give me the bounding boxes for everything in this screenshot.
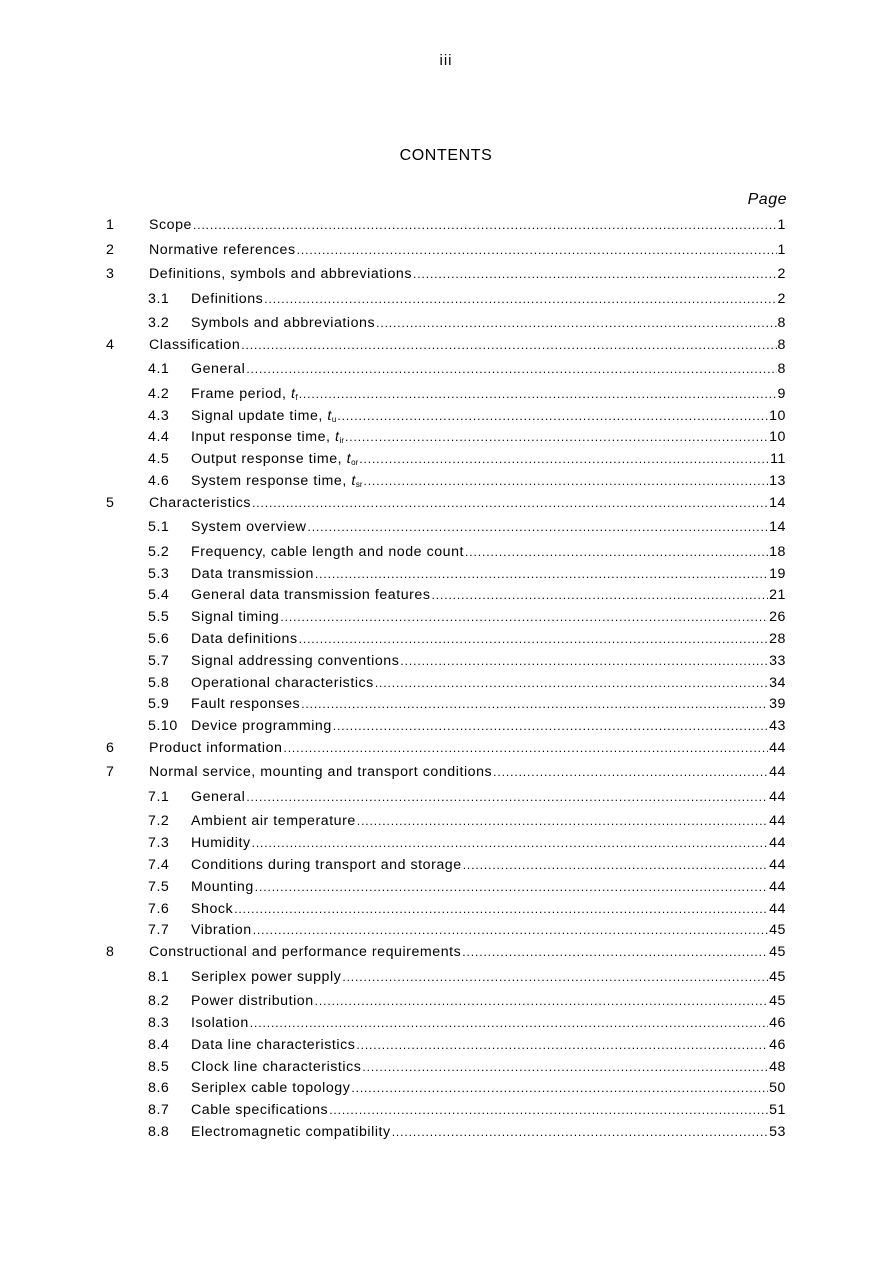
toc-entry-title: General [191,788,246,805]
toc-entry-line [149,266,786,282]
toc-entry-subclause[interactable] [0,566,892,588]
toc-entry-subclause[interactable] [0,653,892,675]
toc-entry-subclause[interactable] [0,789,892,814]
toc-entry-subclause[interactable] [0,718,892,740]
toc-entry-number: 3 [106,266,115,282]
toc-dot-leader [241,338,776,352]
toc-entry-line [191,813,786,829]
toc-entry-page: 18 [769,543,786,560]
toc-entry-subclause[interactable] [0,609,892,631]
toc-entry-page: 44 [769,739,786,756]
toc-dot-leader [413,267,777,281]
toc-entry-symbol-subscript: u [331,414,337,424]
toc-dot-leader [299,632,769,646]
toc-entry-number: 3.1 [148,290,170,307]
toc-entry-page: 44 [769,764,786,781]
toc-entry-symbol-subscript: sr [355,479,363,489]
toc-entry-line [149,764,786,780]
toc-dot-leader [307,520,768,534]
toc-entry-line [149,495,786,511]
toc-entry-title: Frame period, $t_f$ [191,385,298,402]
toc-dot-leader [234,902,768,916]
toc-entry-page: 19 [769,565,786,582]
toc-entry-clause[interactable] [0,217,892,242]
toc-dot-leader [280,610,768,624]
toc-dot-leader [364,474,769,488]
contents-title: CONTENTS [399,147,493,164]
toc-entry-page: 45 [769,944,786,961]
toc-entry-title: System overview [191,519,307,536]
toc-dot-leader [359,452,769,466]
toc-entry-clause[interactable] [0,266,892,291]
toc-entry-title: Device programming [191,718,332,735]
toc-entry-title: Product information [149,739,283,756]
toc-entry-title: Classification [149,336,241,353]
toc-dot-leader [329,1103,768,1117]
toc-entry-clause[interactable] [0,495,892,520]
toc-entry-page: 8 [777,361,786,378]
toc-entry-page: 45 [769,922,786,939]
toc-entry-symbol: t [290,385,296,402]
toc-entry-number: 8.8 [148,1124,170,1141]
toc-dot-leader [250,1016,768,1030]
toc-entry-number: 6 [106,739,115,756]
toc-entry-title: Seriplex cable topology [191,1080,351,1097]
toc-entry-page: 8 [777,315,786,331]
toc-entry-page: 11 [770,451,786,468]
toc-entry-title: General [191,361,246,378]
toc-entry-title: Ambient air temperature [191,813,356,830]
toc-entry-title: Definitions [191,290,264,307]
toc-entry-subclause[interactable] [0,631,892,653]
toc-dot-leader [345,430,768,444]
toc-entry-subclause[interactable] [0,1037,892,1059]
toc-dot-leader [315,567,768,581]
toc-entry-page: 53 [769,1124,786,1141]
toc-entry-number: 4.3 [148,407,170,424]
toc-entry-page: 34 [769,674,786,691]
toc-entry-title: Data line characteristics [191,1036,356,1053]
toc-entry-page: 14 [769,519,786,536]
toc-entry-line [191,1059,786,1075]
toc-entry-number: 5.6 [148,630,170,647]
toc-entry-title: Signal addressing conventions [191,652,400,669]
toc-dot-leader [297,243,777,257]
toc-dot-leader [392,1125,768,1139]
toc-entry-page: 9 [777,385,786,402]
toc-entry-page: 33 [769,652,786,669]
toc-entry-line [149,242,786,258]
toc-entry-page: 14 [769,494,786,511]
toc-entry-subclause[interactable] [0,386,892,408]
toc-entry-subclause[interactable] [0,813,892,835]
toc-entry-subclause[interactable] [0,519,892,544]
toc-entry-clause[interactable] [0,337,892,362]
toc-entry-number: 8.3 [148,1015,170,1032]
toc-entry-title: Seriplex power supply [191,968,342,985]
toc-dot-leader [357,814,768,828]
toc-entry-title: Cable specifications [191,1102,329,1119]
toc-entry-title: Humidity [191,835,251,852]
toc-entry-number: 5.3 [148,565,170,582]
toc-dot-leader [299,387,777,401]
toc-entry-title: Scope [149,217,192,233]
toc-entry-subclause[interactable] [0,1015,892,1037]
toc-entry-symbol: t [346,451,352,468]
toc-entry-symbol: t [327,407,332,424]
toc-dot-leader [351,1081,768,1095]
toc-entry-symbol-subscript: f [295,392,298,402]
toc-entry-subclause[interactable] [0,408,892,430]
toc-dot-leader [252,496,768,510]
toc-entry-page: 45 [769,993,786,1010]
toc-entry-subclause[interactable] [0,993,892,1015]
toc-entry-line [191,429,786,445]
toc-entry-subclause[interactable] [0,544,892,566]
toc-entry-title: Output response time, $t_{or}$ [191,451,359,468]
toc-entry-line [191,1015,786,1031]
toc-entry-line [191,1124,786,1140]
toc-dot-leader [333,719,768,733]
toc-entry-line [191,291,786,307]
toc-entry-number: 7.6 [148,900,170,917]
toc-entry-title: General data transmission features [191,587,431,604]
toc-entry-subclause[interactable] [0,291,892,316]
page-column-label: Page [747,191,787,208]
toc-entry-symbol: t [335,429,340,446]
toc-entry-number: 5.5 [148,609,170,626]
toc-entry-line [149,944,786,960]
toc-entry-line [149,740,786,756]
toc-entry-clause[interactable] [0,944,892,969]
toc-entry-number: 4.4 [148,429,170,446]
toc-entry-number: 8.6 [148,1080,170,1097]
toc-entry-title: Symbols and abbreviations [191,315,376,331]
toc-entry-title: System response time, $t_{sr}$ [191,472,363,489]
toc-entry-subclause[interactable] [0,429,892,451]
toc-entry-line [191,675,786,691]
toc-entry-subclause[interactable] [0,315,892,337]
toc-entry-number: 4.2 [148,385,170,402]
toc-dot-leader [465,545,768,559]
toc-entry-line [191,587,786,603]
toc-entry-clause[interactable] [0,764,892,789]
toc-entry-line [191,901,786,917]
toc-entry-number: 4.5 [148,451,170,468]
toc-entry-title: Signal update time, $t_u$ [191,407,337,424]
toc-entry-title: Clock line characteristics [191,1058,362,1075]
toc-entry-number: 8 [106,944,115,961]
toc-entry-line [191,544,786,560]
toc-entry-page: 44 [769,835,786,852]
toc-entry-number: 5.10 [148,718,178,735]
toc-dot-leader [400,654,768,668]
toc-entry-number: 7.4 [148,857,170,874]
toc-entry-number: 5.4 [148,587,170,604]
toc-entry-line [191,789,786,805]
toc-entry-symbol-subscript: ir [339,436,344,446]
toc-entry-title: Isolation [191,1015,249,1032]
toc-entry-subclause[interactable] [0,675,892,697]
toc-entry-number: 7.2 [148,813,170,830]
toc-entry-line [191,473,786,489]
toc-entry-number: 4.1 [148,361,170,378]
toc-entry-clause[interactable] [0,242,892,267]
toc-entry-title: Constructional and performance requirements [149,944,462,961]
toc-entry-page: 10 [769,429,786,446]
toc-entry-page: 26 [769,609,786,626]
toc-entry-title: Data transmission [191,565,314,582]
toc-entry-number: 8.2 [148,993,170,1010]
toc-entry-title: Conditions during transport and storage [191,857,462,874]
toc-dot-leader [432,588,769,602]
toc-entry-line [191,922,786,938]
toc-entry-number: 5.2 [148,543,170,560]
toc-entry-title: Fault responses [191,696,301,713]
toc-dot-leader [246,362,776,376]
toc-entry-page: 8 [777,336,786,353]
toc-dot-leader [342,970,768,984]
toc-entry-line [191,566,786,582]
toc-entry-number: 8.4 [148,1036,170,1053]
toc-dot-leader [493,765,768,779]
toc-entry-page: 1 [777,217,786,233]
toc-entry-page: 39 [769,696,786,713]
toc-entry-line [191,519,786,535]
toc-entry-line [191,969,786,985]
toc-dot-leader [337,409,768,423]
toc-entry-page: 10 [769,407,786,424]
toc-entry-number: 3.2 [148,315,170,331]
toc-dot-leader [252,836,769,850]
toc-entry-line [149,337,786,353]
toc-entry-page: 1 [777,241,786,258]
toc-entry-page: 51 [769,1102,786,1119]
toc-entry-title: Electromagnetic compatibility [191,1124,391,1141]
toc-entry-symbol-subscript: or [351,458,359,468]
toc-entry-page: 21 [769,587,786,604]
toc-entry-line [191,879,786,895]
toc-entry-number: 5.8 [148,674,170,691]
toc-entry-line [191,631,786,647]
toc-entry-number: 1 [106,217,115,233]
toc-entry-subclause[interactable] [0,696,892,718]
page-number: iii [439,52,453,69]
toc-entry-title: Input response time, $t_{ir}$ [191,429,344,446]
toc-entry-line [191,451,786,467]
toc-dot-leader [356,1038,768,1052]
toc-entry-line [191,1080,786,1096]
toc-entry-line [191,993,786,1009]
toc-entry-number: 7 [106,764,115,781]
toc-entry-symbol: t [351,472,356,489]
toc-entry-subclause[interactable] [0,1080,892,1102]
toc-entry-subclause[interactable] [0,835,892,857]
toc-entry-subclause[interactable] [0,1102,892,1124]
toc-entry-page: 2 [777,266,786,282]
toc-entry-number: 7.1 [148,788,170,805]
toc-entry-page: 44 [769,788,786,805]
toc-entry-line [191,857,786,873]
toc-entry-page: 46 [769,1036,786,1053]
toc-entry-number: 5.1 [148,519,170,536]
toc-entry-number: 5 [106,494,115,511]
toc-entry-title: Shock [191,900,234,917]
toc-entry-number: 8.7 [148,1102,170,1119]
toc-dot-leader [255,880,768,894]
toc-dot-leader [253,923,768,937]
toc-entry-page: 2 [777,290,786,307]
toc-dot-leader [283,741,768,755]
toc-dot-leader [462,945,768,959]
table-of-contents [0,217,892,1146]
toc-dot-leader [376,316,776,330]
toc-entry-clause[interactable] [0,740,892,765]
toc-entry-number: 5.9 [148,696,170,713]
toc-entry-page: 43 [769,718,786,735]
toc-dot-leader [362,1060,768,1074]
toc-entry-line [191,386,786,402]
toc-entry-title: Characteristics [149,494,252,511]
toc-entry-page: 44 [769,900,786,917]
toc-entry-number: 4.6 [148,472,170,489]
toc-entry-number: 4 [106,336,115,353]
toc-entry-page: 46 [769,1015,786,1032]
toc-entry-line [191,408,786,424]
toc-entry-subclause[interactable] [0,587,892,609]
toc-entry-number: 7.3 [148,835,170,852]
toc-entry-page: 44 [769,878,786,895]
toc-entry-title: Vibration [191,922,252,939]
toc-entry-title: Normative references [149,241,296,258]
toc-entry-number: 7.7 [148,922,170,939]
toc-entry-line [191,653,786,669]
toc-entry-title: Definitions, symbols and abbreviations [149,266,413,282]
toc-entry-line [149,217,786,233]
toc-entry-line [191,835,786,851]
toc-entry-line [191,1037,786,1053]
toc-entry-page: 28 [769,630,786,647]
toc-dot-leader [463,858,768,872]
toc-entry-number: 7.5 [148,878,170,895]
toc-entry-subclause[interactable] [0,361,892,386]
toc-entry-line [191,718,786,734]
toc-entry-subclause[interactable] [0,857,892,879]
toc-entry-subclause[interactable] [0,473,892,495]
toc-dot-leader [301,697,768,711]
toc-entry-title: Normal service, mounting and transport conditions [149,764,493,781]
toc-entry-number: 8.1 [148,968,170,985]
toc-dot-leader [246,790,768,804]
toc-entry-page: 48 [769,1058,786,1075]
toc-entry-number: 5.7 [148,652,170,669]
toc-entry-subclause[interactable] [0,879,892,901]
toc-entry-line [191,696,786,712]
toc-entry-title: Frequency, cable length and node count [191,543,465,560]
toc-entry-subclause[interactable] [0,1124,892,1146]
toc-entry-page: 45 [769,968,786,985]
toc-entry-subclause[interactable] [0,969,892,994]
toc-entry-page: 44 [769,857,786,874]
toc-entry-subclause[interactable] [0,901,892,923]
toc-entry-line [191,361,786,377]
toc-entry-number: 8.5 [148,1058,170,1075]
toc-entry-title: Power distribution [191,993,314,1010]
toc-entry-subclause[interactable] [0,1059,892,1081]
toc-entry-line [191,1102,786,1118]
toc-entry-line [191,609,786,625]
toc-dot-leader [193,218,777,232]
toc-entry-number: 2 [106,241,115,258]
toc-dot-leader [264,292,776,306]
toc-entry-title: Operational characteristics [191,674,374,691]
toc-dot-leader [315,994,768,1008]
toc-entry-page: 50 [769,1080,786,1097]
toc-entry-subclause[interactable] [0,922,892,944]
toc-entry-title: Data definitions [191,630,298,647]
toc-entry-line [191,315,786,331]
toc-entry-page: 13 [769,472,786,489]
toc-entry-title: Signal timing [191,609,280,626]
toc-dot-leader [375,676,768,690]
toc-entry-subclause[interactable] [0,451,892,473]
toc-entry-page: 44 [769,813,786,830]
toc-entry-title: Mounting [191,878,254,895]
